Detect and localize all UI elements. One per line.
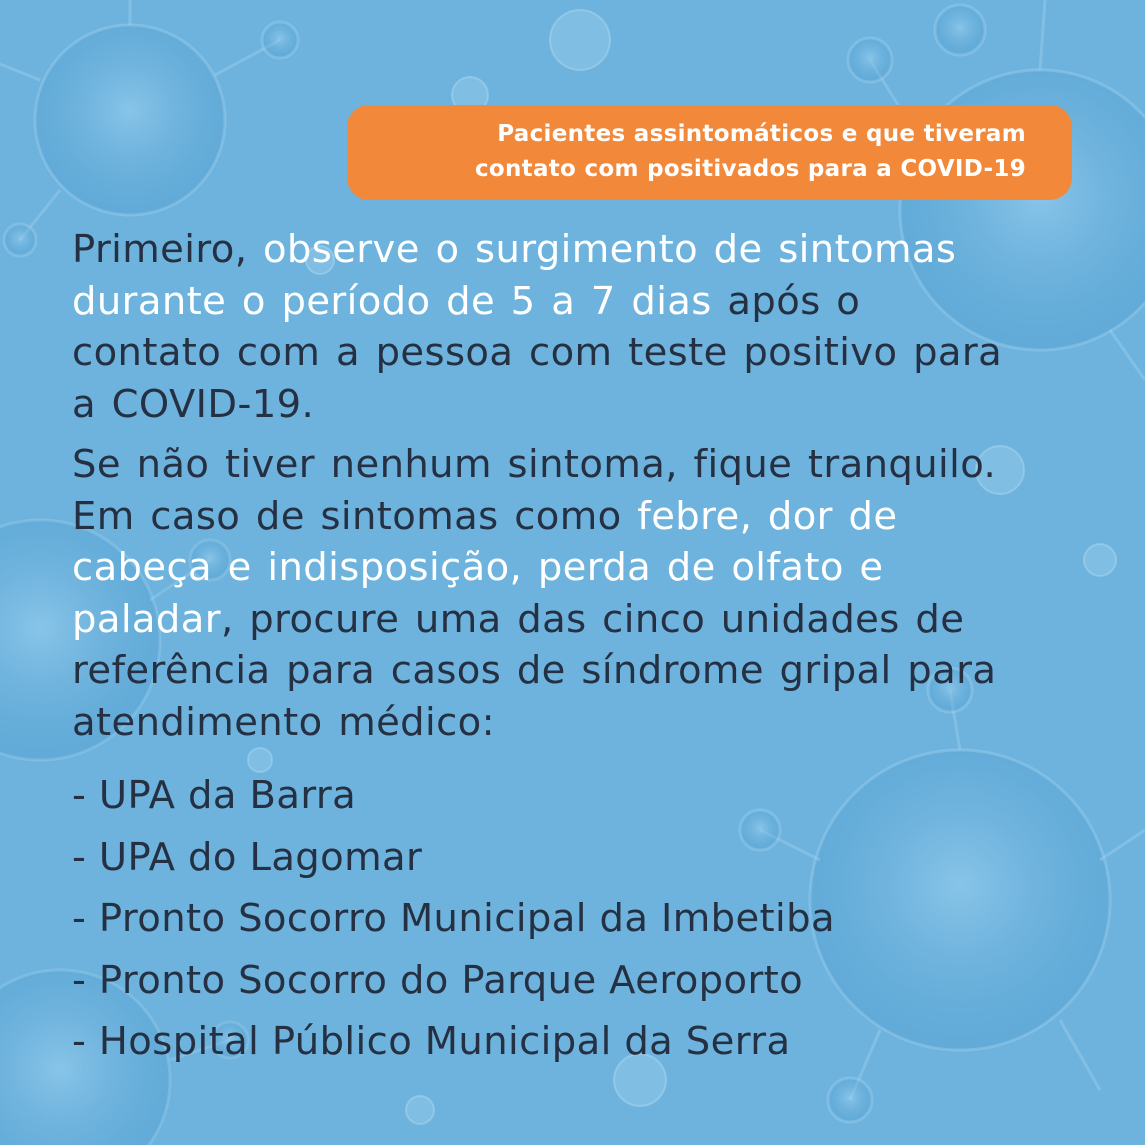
header-line-1: Pacientes assintomáticos e que tiveram — [497, 121, 1026, 147]
p2-line-2-highlight: febre, dor de — [637, 493, 898, 539]
p2-line-3-highlight: cabeça e indisposição, perda de olfato e — [72, 545, 884, 590]
header-line-2: contato com positivados para a COVID-19 — [474, 156, 1026, 182]
list-item: - Pronto Socorro Municipal da Imbetiba — [72, 896, 835, 941]
list-item: - UPA da Barra — [72, 773, 357, 818]
p1-line-4: a COVID-19. — [72, 381, 315, 427]
list-item: - UPA do Lagomar — [72, 834, 423, 880]
list-item: - Hospital Público Municipal da Serra — [72, 1019, 791, 1064]
paragraph-symptoms — [72, 439, 1017, 748]
p1-line-2-b: após o — [711, 278, 861, 324]
p2-line-4-b: , procure uma das cinco unidades de — [220, 596, 965, 642]
reference-units-list — [72, 770, 835, 1078]
p2-line-5: referência para casos de síndrome gripal para — [72, 648, 997, 693]
p1-line-1 — [72, 224, 1017, 276]
p2-line-2 — [72, 491, 1017, 543]
p1-line-2-highlight: durante o período de 5 a 7 dias — [72, 278, 712, 324]
p2-line-2-a: Em caso de sintomas como — [72, 493, 638, 539]
p1-line-1-highlight: observe o surgimento de sintomas — [262, 227, 957, 272]
p1-line-1-a: Primeiro, — [72, 227, 263, 272]
paragraph-observe — [72, 224, 1017, 430]
header-badge — [347, 105, 1072, 200]
p2-line-6: atendimento médico: — [72, 699, 496, 745]
list-item: - Pronto Socorro do Parque Aeroporto — [72, 957, 804, 1003]
p2-line-4 — [72, 594, 1017, 646]
p1-line-2 — [72, 276, 1017, 328]
main-text — [72, 224, 1017, 748]
p2-line-4-highlight: paladar — [72, 596, 221, 642]
p2-line-1: Se não tiver nenhum sintoma, fique tranquilo. — [72, 442, 997, 487]
p1-line-3: contato com a pessoa com teste positivo para — [72, 330, 1003, 375]
